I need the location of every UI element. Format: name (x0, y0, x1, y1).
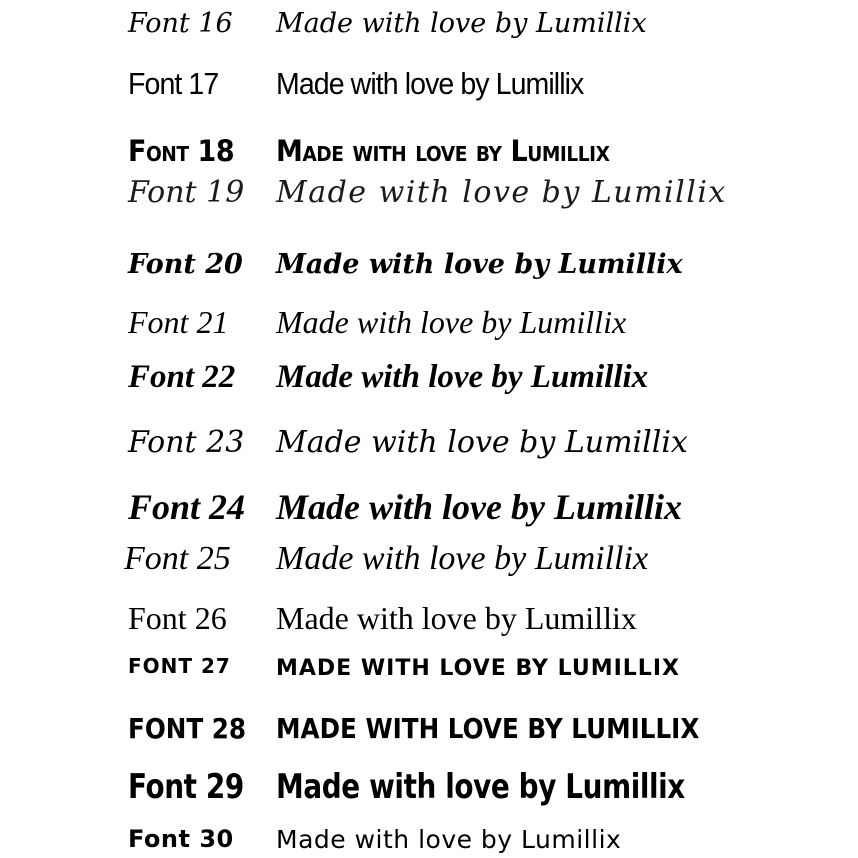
font-sample-text: Made with love by Lumillix (276, 8, 647, 39)
font-sample-text: Made with love by Lumillix (276, 825, 622, 854)
font-label: Font 22 (128, 359, 236, 395)
font-sample-text: Made with love by Lumillix (276, 66, 584, 101)
font-label: Font 23 (128, 425, 245, 460)
font-sample-text: Made with love by Lumillix (276, 767, 685, 807)
font-label: Font 16 (128, 8, 233, 39)
font-label: FONT 28 (128, 712, 247, 745)
font-label: Font 30 (128, 825, 234, 853)
font-label: Font 25 (124, 540, 231, 577)
font-sample-text: Made with love by Lumillix (276, 600, 637, 636)
font-sample-text: MADE WITH LOVE BY LUMILLIX (276, 656, 680, 681)
font-label: Font 24 (128, 487, 246, 527)
font-sample-text: Made with love by Lumillix (276, 249, 683, 280)
font-sample-text: Made with love by Lumillix (276, 359, 649, 395)
font-sample-text: Made with love by Lumillix (276, 487, 682, 527)
font-label: Font 20 (128, 249, 243, 280)
font-sample-text: Made with love by Lumillix (276, 134, 610, 168)
font-label: Font 26 (128, 600, 227, 636)
font-sample-text: Made with love by Lumillix (276, 540, 649, 577)
font-sample-text: Made with love by Lumillix (276, 175, 727, 210)
font-sample-text: Made with love by Lumillix (276, 425, 688, 460)
font-label: Font 19 (128, 175, 245, 210)
font-sample-text: MADE WITH LOVE BY LUMILLIX (276, 712, 700, 745)
font-label: FONT 27 (128, 654, 231, 678)
font-label: Font 17 (128, 66, 219, 101)
font-label: Font 18 (128, 134, 235, 168)
font-label: Font 21 (128, 304, 229, 340)
font-label: Font 29 (128, 767, 244, 807)
font-sample-text: Made with love by Lumillix (276, 304, 627, 340)
